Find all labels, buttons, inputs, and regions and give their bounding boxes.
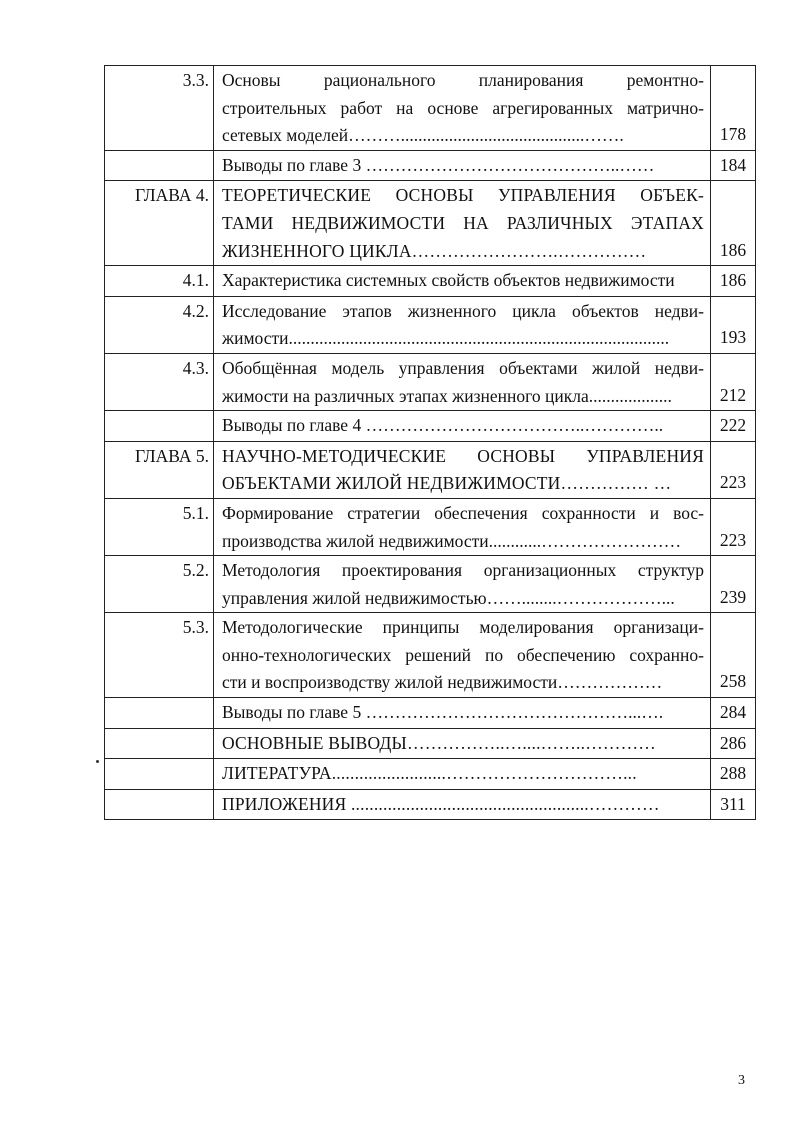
toc-page-number: 186 bbox=[711, 266, 756, 297]
toc-row bbox=[105, 411, 756, 442]
toc-title-line: ПРИЛОЖЕНИЯ ....................................................………… bbox=[222, 793, 660, 814]
toc-title-line: строительных работ на основе агрегированных матрично- bbox=[222, 97, 704, 118]
toc-section-number: ГЛАВА 4. bbox=[105, 181, 214, 266]
toc-title-line: Методологические принципы моделирования организаци- bbox=[222, 617, 704, 638]
toc-title-line: Выводы по главе 3 ……………………………………..…… bbox=[222, 154, 655, 175]
toc-title-line: управления жилой недвижимостью……........………………... bbox=[222, 587, 675, 608]
toc-title-line: ОБЪЕКТАМИ ЖИЛОЙ НЕДВИЖИМОСТИ…………… … bbox=[222, 473, 672, 494]
toc-row bbox=[105, 698, 756, 729]
toc-title-line: Формирование стратегии обеспечения сохранности и вос- bbox=[222, 502, 704, 523]
toc-page-number: 258 bbox=[711, 613, 756, 698]
toc-section-number bbox=[105, 411, 214, 442]
toc-page-number: 288 bbox=[711, 759, 756, 790]
toc-section-title bbox=[214, 411, 711, 442]
toc-page-number: 311 bbox=[711, 789, 756, 820]
toc-row bbox=[105, 181, 756, 266]
toc-page-number: 223 bbox=[711, 498, 756, 555]
toc-section-number: 4.2. bbox=[105, 296, 214, 353]
toc-page-number: 222 bbox=[711, 411, 756, 442]
toc-title-line: ЖИЗНЕННОГО ЦИКЛА…………………….…………… bbox=[222, 240, 647, 261]
toc-row bbox=[105, 66, 756, 151]
toc-section-title bbox=[214, 181, 711, 266]
toc-title-line: жимости на различных этапах жизненного цикла................... bbox=[222, 385, 672, 406]
toc-title-line: ТЕОРЕТИЧЕСКИЕ ОСНОВЫ УПРАВЛЕНИЯ ОБЪЕК- bbox=[222, 185, 704, 206]
toc-section-title bbox=[214, 66, 711, 151]
toc-title-line: ОСНОВНЫЕ ВЫВОДЫ……………..…....……..………… bbox=[222, 732, 657, 753]
toc-page-number: 178 bbox=[711, 66, 756, 151]
toc-section-title bbox=[214, 441, 711, 498]
toc-section-number: 5.1. bbox=[105, 498, 214, 555]
toc-title-line: ЛИТЕРАТУРА.........................…………………………... bbox=[222, 763, 637, 784]
toc-title-line: Обобщённая модель управления объектами жилой недви- bbox=[222, 357, 704, 378]
toc-section-number: 5.3. bbox=[105, 613, 214, 698]
toc-section-title bbox=[214, 150, 711, 181]
toc-title-line: онно-технологических решений по обеспечению сохранно- bbox=[222, 644, 704, 665]
toc-title-line: Методология проектирования организационных структур bbox=[222, 560, 704, 581]
toc-title-line: сти и воспроизводству жилой недвижимости……………… bbox=[222, 672, 663, 693]
table-of-contents bbox=[104, 65, 756, 820]
toc-section-number: 5.2. bbox=[105, 556, 214, 613]
toc-section-number bbox=[105, 728, 214, 759]
toc-title-line: ТАМИ НЕДВИЖИМОСТИ НА РАЗЛИЧНЫХ ЭТАПАХ bbox=[222, 212, 704, 233]
toc-section-number bbox=[105, 698, 214, 729]
toc-section-number: 4.1. bbox=[105, 266, 214, 297]
toc-title-line: Исследование этапов жизненного цикла объектов недви- bbox=[222, 300, 704, 321]
toc-row bbox=[105, 441, 756, 498]
toc-section-number: 4.3. bbox=[105, 353, 214, 410]
toc-row bbox=[105, 150, 756, 181]
toc-section-title bbox=[214, 698, 711, 729]
toc-section-title bbox=[214, 728, 711, 759]
toc-page-number: 239 bbox=[711, 556, 756, 613]
toc-section-title bbox=[214, 266, 711, 297]
toc-section-number bbox=[105, 759, 214, 790]
toc-row bbox=[105, 266, 756, 297]
toc-page-number: 284 bbox=[711, 698, 756, 729]
toc-page-number: 212 bbox=[711, 353, 756, 410]
toc-row bbox=[105, 556, 756, 613]
toc-section-title bbox=[214, 498, 711, 555]
toc-section-number: ГЛАВА 5. bbox=[105, 441, 214, 498]
toc-page-number: 184 bbox=[711, 150, 756, 181]
toc-section-title bbox=[214, 759, 711, 790]
toc-section-title bbox=[214, 613, 711, 698]
toc-row bbox=[105, 498, 756, 555]
toc-page-number: 286 bbox=[711, 728, 756, 759]
toc-section-number: 3.3. bbox=[105, 66, 214, 151]
toc-title-line: Выводы по главе 4 ………………………………..………….. bbox=[222, 415, 664, 436]
toc-title-line: НАУЧНО-МЕТОДИЧЕСКИЕ ОСНОВЫ УПРАВЛЕНИЯ bbox=[222, 445, 704, 466]
toc-section-title bbox=[214, 789, 711, 820]
toc-title-line: Основы рационального планирования ремонтно- bbox=[222, 70, 704, 90]
toc-row bbox=[105, 296, 756, 353]
toc-section-title bbox=[214, 353, 711, 410]
page-number: 3 bbox=[738, 1073, 745, 1088]
toc-title-line: Характеристика системных свойств объектов недвижимости bbox=[222, 270, 675, 291]
toc-section-title bbox=[214, 296, 711, 353]
toc-page-number: 186 bbox=[711, 181, 756, 266]
toc-title-line: Выводы по главе 5 ………………………………………...…. bbox=[222, 702, 664, 723]
toc-section-number bbox=[105, 789, 214, 820]
toc-page-number: 193 bbox=[711, 296, 756, 353]
toc-page-number: 223 bbox=[711, 441, 756, 498]
toc-title-line: сетевых моделей………..........................................……. bbox=[222, 125, 624, 146]
toc-section-number bbox=[105, 150, 214, 181]
toc-row bbox=[105, 728, 756, 759]
toc-row bbox=[105, 789, 756, 820]
toc-section-title bbox=[214, 556, 711, 613]
toc-row bbox=[105, 759, 756, 790]
toc-title-line: производства жилой недвижимости............…………………… bbox=[222, 530, 682, 551]
toc-title-line: жимости....................................................................................... bbox=[222, 328, 670, 349]
toc-row bbox=[105, 613, 756, 698]
scan-speck bbox=[96, 760, 99, 763]
toc-row bbox=[105, 353, 756, 410]
